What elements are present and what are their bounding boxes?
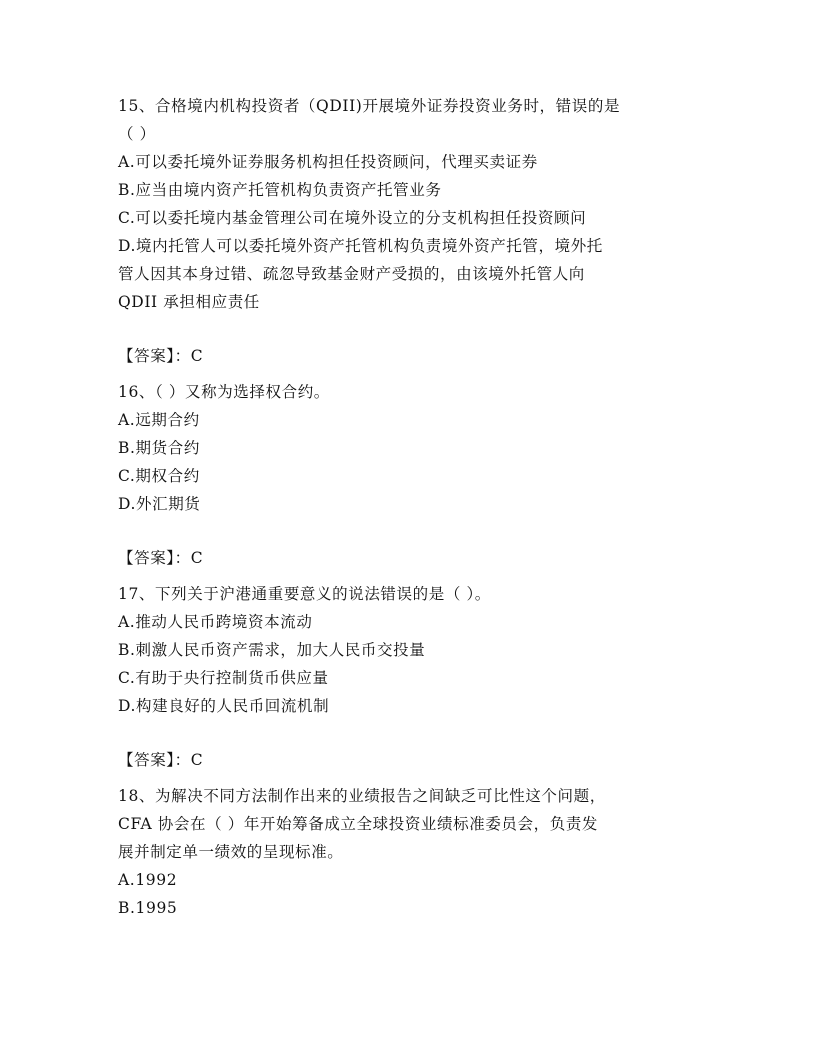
option-a: A.1992 [118, 871, 178, 889]
question-15 [118, 92, 708, 378]
option-d-continued: QDII 承担相应责任 [118, 293, 260, 311]
option-a: A.可以委托境外证券服务机构担任投资顾问，代理买卖证券 [118, 153, 538, 171]
option-b: B.1995 [118, 899, 178, 917]
option-c: C.有助于央行控制货币供应量 [118, 669, 329, 687]
option-d: D.外汇期货 [118, 495, 201, 513]
question-stem-line: CFA 协会在（ ）年开始筹备成立全球投资业绩标准委员会，负责发 [118, 815, 599, 833]
question-stem-line: 15、合格境内机构投资者（QDII)开展境外证券投资业务时，错误的是 [118, 97, 621, 115]
question-16 [118, 378, 708, 580]
answer-line: 【答案】：C [118, 549, 204, 567]
question-stem-line: 18、为解决不同方法制作出来的业绩报告之间缺乏可比性这个问题， [118, 787, 606, 805]
answer-line: 【答案】：C [118, 751, 204, 769]
exam-document [118, 92, 708, 922]
option-b: B.刺激人民币资产需求，加大人民币交投量 [118, 641, 426, 659]
question-stem-line: 展并制定单一绩效的呈现标准。 [118, 843, 344, 861]
option-c: C.可以委托境内基金管理公司在境外设立的分支机构担任投资顾问 [118, 209, 587, 227]
option-a: A.推动人民币跨境资本流动 [118, 613, 313, 631]
option-a: A.远期合约 [118, 411, 200, 429]
question-stem-line: 16、（ ）又称为选择权合约。 [118, 383, 330, 401]
option-d: D.境内托管人可以委托境外资产托管机构负责境外资产托管，境外托 [118, 237, 603, 255]
option-b: B.应当由境内资产托管机构负责资产托管业务 [118, 181, 442, 199]
option-c: C.期权合约 [118, 467, 200, 485]
question-18 [118, 782, 708, 922]
option-b: B.期货合约 [118, 439, 200, 457]
question-17 [118, 580, 708, 782]
question-stem-line: （ ） [118, 125, 156, 143]
answer-line: 【答案】：C [118, 347, 204, 365]
question-stem-line: 17、下列关于沪港通重要意义的说法错误的是（ ）。 [118, 585, 491, 603]
option-d: D.构建良好的人民币回流机制 [118, 697, 330, 715]
option-d-continued: 管人因其本身过错、疏忽导致基金财产受损的，由该境外托管人向 [118, 265, 585, 283]
